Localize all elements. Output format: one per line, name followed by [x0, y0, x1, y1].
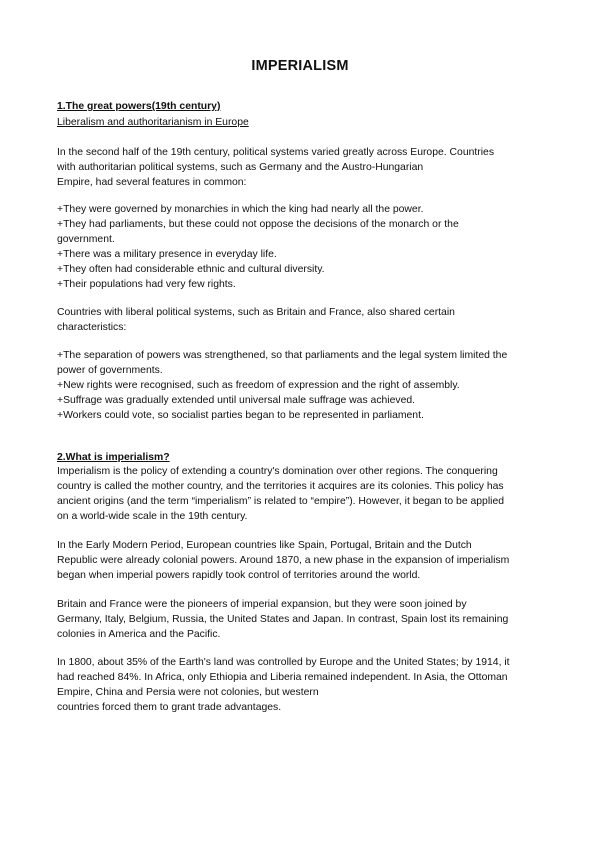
section2-heading: 2.What is imperialism? — [57, 452, 170, 463]
list-item: +The separation of powers was strengthened, so that parliaments and the legal system limited the — [57, 350, 508, 361]
authoritarian-features-list — [57, 202, 543, 292]
text-line: In the second half of the 19th century, political systems varied greatly across Europe. Countries — [57, 147, 495, 158]
list-item: government. — [57, 234, 115, 245]
text-line: colonies in America and the Pacific. — [57, 629, 221, 640]
list-item: power of governments. — [57, 365, 163, 376]
section1-heading: 1.The great powers(19th century) — [57, 101, 221, 112]
text-line: Imperialism is the policy of extending a country's domination over other regions. The conquering — [57, 466, 498, 477]
text-line: Empire, had several features in common: — [57, 177, 247, 188]
liberal-features-list — [57, 348, 543, 423]
section2-paragraph-2 — [57, 538, 543, 583]
text-line: In 1800, about 35% of the Earth's land was controlled by Europe and the United States; by 1914, it — [57, 657, 510, 668]
text-line: began when imperial powers rapidly took control of territories around the world. — [57, 570, 421, 581]
text-line: country is called the mother country, and the territories it acquires are its colonies. This policy has — [57, 481, 504, 492]
list-item: +They had parliaments, but these could not oppose the decisions of the monarch or the — [57, 219, 459, 230]
list-item: +New rights were recognised, such as freedom of expression and the right of assembly. — [57, 380, 460, 391]
section2-paragraph-1 — [57, 464, 543, 524]
text-line: Countries with liberal political systems, such as Britain and France, also shared certain — [57, 307, 455, 318]
text-line: countries forced them to grant trade advantages. — [57, 702, 282, 713]
text-line: In the Early Modern Period, European countries like Spain, Portugal, Britain and the Dutch — [57, 540, 472, 551]
list-item: +Suffrage was gradually extended until universal male suffrage was achieved. — [57, 395, 416, 406]
section1-subheading: Liberalism and authoritarianism in Europe — [57, 117, 249, 128]
section2-paragraph-4 — [57, 655, 543, 715]
text-line: Republic were already colonial powers. Around 1870, a new phase in the expansion of imperialism — [57, 555, 510, 566]
list-item: +There was a military presence in everyday life. — [57, 249, 277, 260]
text-line: Germany, Italy, Belgium, Russia, the United States and Japan. In contrast, Spain lost its remaining — [57, 614, 509, 625]
text-line: Britain and France were the pioneers of imperial expansion, but they were soon joined by — [57, 599, 467, 610]
list-item: +Workers could vote, so socialist parties began to be represented in parliament. — [57, 410, 424, 421]
page-title: IMPERIALISM — [251, 58, 349, 74]
text-line: had reached 84%. In Africa, only Ethiopia and Liberia remained independent. In Asia, the Ottoman — [57, 672, 508, 683]
list-item: +They were governed by monarchies in which the king had nearly all the power. — [57, 204, 424, 215]
text-line: characteristics: — [57, 322, 127, 333]
list-item: +Their populations had very few rights. — [57, 279, 236, 290]
text-line: on a world-wide scale in the 19th century. — [57, 511, 248, 522]
section1-intro — [57, 145, 543, 190]
list-item: +They often had considerable ethnic and cultural diversity. — [57, 264, 325, 275]
section2-paragraph-3 — [57, 597, 543, 642]
text-line: Empire, China and Persia were not colonies, but western — [57, 687, 319, 698]
text-line: ancient origins (and the term “imperialism” is related to “empire”). However, it began to be applied — [57, 496, 504, 507]
text-line: with authoritarian political systems, such as Germany and the Austro-Hungarian — [57, 162, 424, 173]
liberal-intro — [57, 305, 543, 335]
